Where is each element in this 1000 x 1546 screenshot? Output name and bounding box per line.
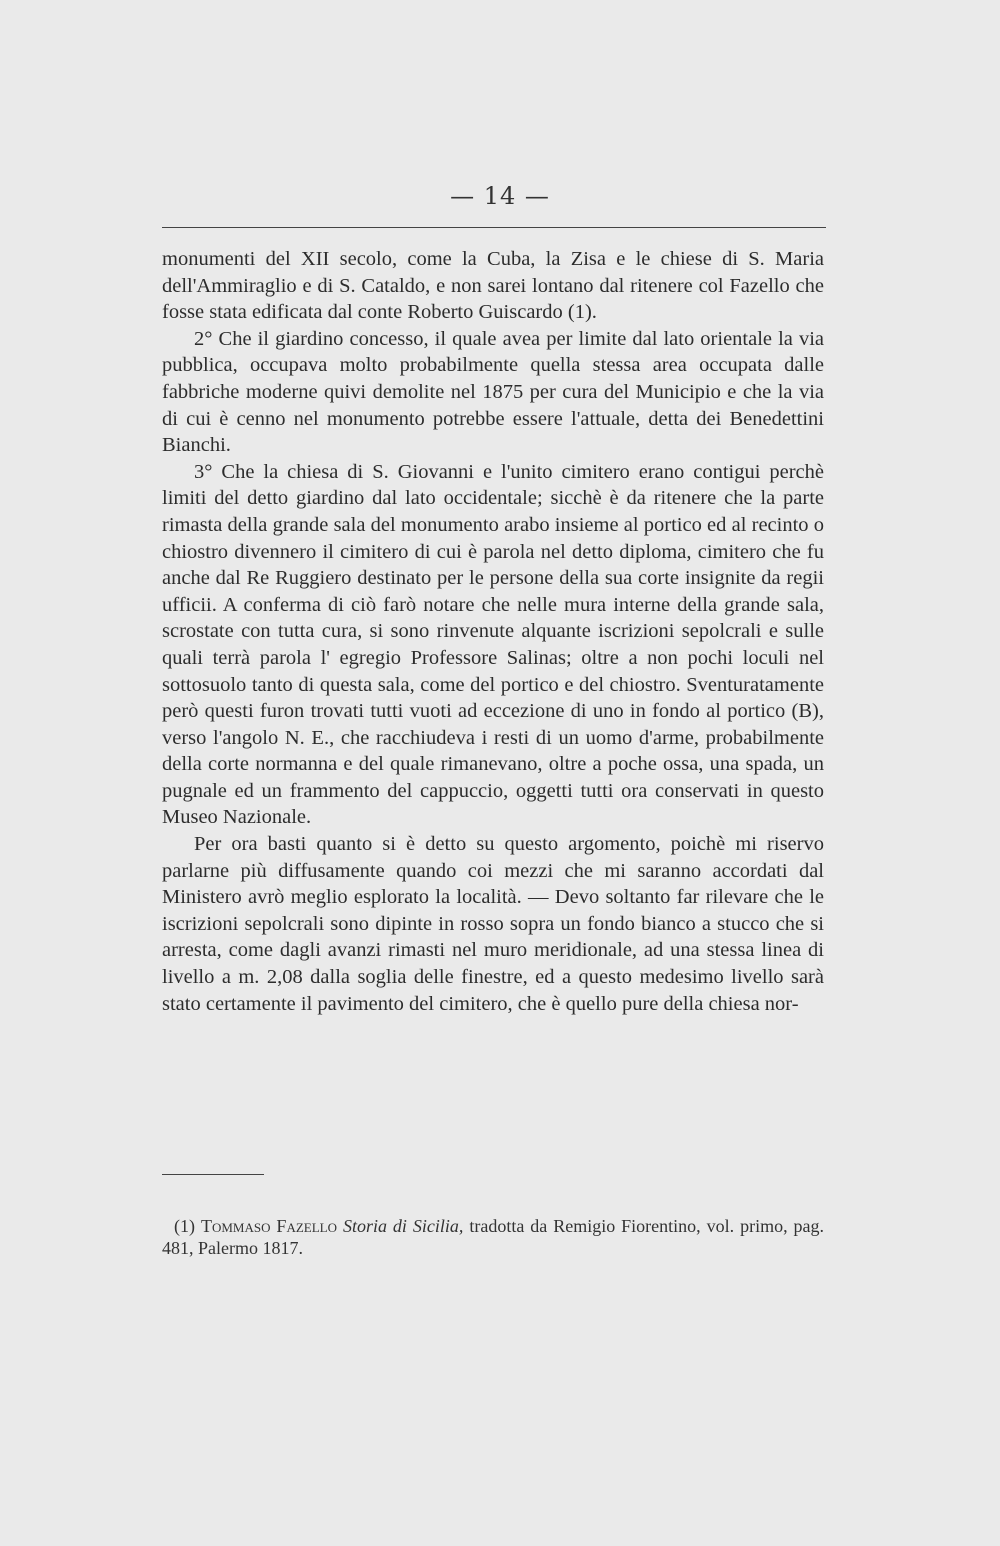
body-text: [162, 246, 824, 1017]
footnote-work-title: Storia di Sicilia,: [342, 1216, 464, 1236]
paragraph-conclusion: Per ora basti quanto si è detto su questo argomento, poichè mi riservo parlarne più diffusamente quando coi mezzi che mi saranno accordati dal Ministero avrò meglio esplorato la località. — Devo soltanto far rilevare che le iscrizioni sepolcrali sono dipinte in rosso sopra un fondo bianco a stucco che si arresta, come dagli avanzi rimasti nel muro meridionale, ad una stessa linea di livello a m. 2,08 dalla soglia delle finestre, ed a questo medesimo livello sarà stato certamente il pavimento del cimitero, che è quello pure della chiesa nor-: [162, 833, 824, 1015]
footnote-details: tradotta da Remigio Fiorentino, vol. primo, pag. 481, Palermo 1817.: [162, 1216, 825, 1258]
paragraph-point-3: 3° Che la chiesa di S. Giovanni e l'unito cimitero erano contigui perchè limiti del detto giardino dal lato occidentale; sicchè è da ritenere che la parte rimasta della grande sala del monumento arabo insieme al portico ed al recinto o chiostro divennero il cimitero di cui è parola nel detto diploma, cimitero che fu anche dal Re Ruggiero destinato per le persone della sua corte insignite da regii ufficii. A conferma di ciò farò notare che nelle mura interne della grande sala, scrostate con tutta cura, si sono rinvenute alquante iscrizioni sepolcrali e sulle quali terrà parola l' egregio Professore Salinas; oltre a non pochi loculi nel sottosuolo tanto di questa sala, come del portico e del chiostro. Sventuratamente però questi furon trovati tutti vuoti ad eccezione di uno in fondo al portico (B), verso l'angolo N. E., che racchiudeva i resti di un uomo d'arme, probabilmente della corte normanna e del quale rimanevano, oltre a poche ossa, una spada, un pugnale ed un frammento del cappuccio, oggetti tutti ora conservati in questo Museo Nazionale.: [162, 460, 824, 829]
footnote-marker: (1): [174, 1216, 195, 1236]
header-rule: [162, 227, 826, 228]
footnote-rule: [162, 1174, 264, 1175]
paragraph-point-2: 2° Che il giardino concesso, il quale avea per limite dal lato orientale la via pubblica, occupava molto probabilmente quella stessa area occupata dalle fabbriche moderne quivi demolite nel 1875 per cura del Municipio e che la via di cui è cenno nel monumento potrebbe essere l'attuale, detta dei Benedettini Bianchi.: [162, 327, 824, 457]
page-number: — 14 —: [450, 182, 550, 210]
paragraph-continuation: monumenti del XII secolo, come la Cuba, la Zisa e le chiese di S. Maria dell'Ammiraglio e di S. Cataldo, e non sarei lontano dal ritenere col Fazello che fosse stata edificata dal conte Roberto Guiscardo (1).: [162, 248, 824, 324]
footnote-author: Tommaso Fazello: [200, 1216, 337, 1236]
footnote: [162, 1215, 824, 1259]
